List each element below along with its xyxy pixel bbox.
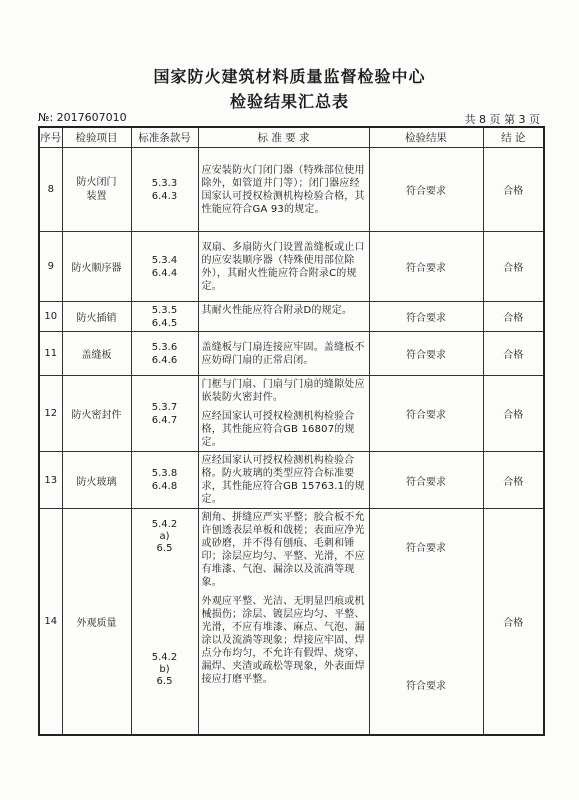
- row-requirement: 双扇、多扇防火门设置盖缝板或止口的应安装顺序器（特殊使用部位除外），其耐火性能应符合附录C的规定。: [198, 232, 369, 302]
- row-item: 防火顺序器: [62, 232, 131, 302]
- sub-clause-a: 5.4.2 a) 6.5: [151, 519, 178, 554]
- row-item: 防火插销: [62, 302, 131, 332]
- row-conclusion: 合格: [483, 376, 544, 452]
- row-result: 符合要求: [369, 148, 483, 232]
- col-header-result: 检验结果: [369, 127, 483, 148]
- row-result: 符合要求: [369, 376, 483, 452]
- sub-result-a: 符合要求: [406, 543, 446, 554]
- row-conclusion: 合格: [483, 332, 544, 376]
- row-seq: 9: [39, 232, 62, 302]
- row-result: 符合要求: [369, 452, 483, 509]
- results-table: [38, 126, 545, 736]
- row-clauses: 5.3.8 6.4.8: [131, 452, 198, 509]
- table-row: [39, 509, 544, 735]
- row-conclusion: 合格: [483, 509, 544, 735]
- org-title: 国家防火建筑材料质量监督检验中心: [153, 67, 426, 86]
- row-requirement: 应经国家认可授权检测机构检验合格。防火玻璃的类型应符合标准要求，其性能应符合GB 15763.1的规定。: [198, 452, 369, 509]
- sub-requirement-b: 外观应平整、光洁、无明显凹痕或机械损伤；涂层、镀层应均匀、平整、光滑，不应有堆漆、麻点、气泡、漏涂以及流淌等现象；焊接应牢固、焊点分布均匀，不允许有假焊、烧穿、漏焊、夹渣或疏松等现象，外表面焊接应打磨平整。: [201, 596, 365, 685]
- row-clauses: 5.3.5 6.4.5: [131, 302, 198, 332]
- table-row: [39, 302, 544, 332]
- row-seq: 14: [39, 509, 62, 735]
- row-item: 防火密封件: [62, 376, 131, 452]
- sub-clause-b: 5.4.2 b) 6.5: [151, 652, 178, 687]
- row-item: 盖缝板: [62, 332, 131, 376]
- row-seq: 11: [39, 332, 62, 376]
- row-conclusion: 合格: [483, 232, 544, 302]
- row-requirement: 盖缝板与门扇连接应牢固。盖缝板不应妨碍门扇的正常启闭。: [198, 332, 369, 376]
- col-header-requirement: 标 准 要 求: [198, 127, 369, 148]
- row-result: 符合要求: [369, 232, 483, 302]
- row-item: 防火闭门装置: [62, 148, 131, 232]
- row-clauses: 5.3.3 6.4.3: [131, 148, 198, 232]
- table-row: [39, 232, 544, 302]
- row-requirement: 其耐火性能应符合附录D的规定。: [198, 302, 369, 332]
- row-result: [369, 509, 483, 735]
- row-item: 防火玻璃: [62, 452, 131, 509]
- row-conclusion: 合格: [483, 148, 544, 232]
- row-seq: 12: [39, 376, 62, 452]
- row-result: 符合要求: [369, 332, 483, 376]
- table-row: [39, 148, 544, 232]
- table-row: [39, 452, 544, 509]
- table-row: [39, 332, 544, 376]
- table-header-row: [39, 127, 544, 148]
- row-seq: 8: [39, 148, 62, 232]
- col-header-conclusion: 结 论: [483, 127, 544, 148]
- col-header-clause: 标准条款号: [131, 127, 198, 148]
- doc-title: 检验结果汇总表: [229, 92, 349, 111]
- row-seq: 13: [39, 452, 62, 509]
- row-clauses: [131, 509, 198, 735]
- col-header-seq: 序号: [39, 127, 62, 148]
- report-number: №: 2017607010: [38, 111, 127, 124]
- row-requirement: 应安装防火门闭门器（特殊部位使用除外，如管道井门等）；闭门器应经国家认可授权检测机构检验合格，其性能应符合GA 93的规定。: [198, 148, 369, 232]
- row-result: 符合要求: [369, 302, 483, 332]
- row-conclusion: 合格: [483, 302, 544, 332]
- table-row: [39, 376, 544, 452]
- row-item: 外观质量: [62, 509, 131, 735]
- sub-requirement-a: 割角、拼缝应严实平整；胶合板不允许刨透表层单板和戗槎；表面应净光或砂磨，并不得有刨痕、毛刺和锤印；涂层应均匀、平整、光滑，不应有堆漆、气泡、漏涂以及流淌等现象。: [201, 512, 365, 588]
- row-clauses: 5.3.4 6.4.4: [131, 232, 198, 302]
- col-header-item: 检验项目: [62, 127, 131, 148]
- sub-result-b: 符合要求: [406, 681, 446, 692]
- row-clauses: 5.3.7 6.4.7: [131, 376, 198, 452]
- row-seq: 10: [39, 302, 62, 332]
- row-requirement: 门框与门扇、门扇与门扇的缝隙处应嵌装防火密封件。 应经国家认可授权检测机构检验合格，其性能应符合GB 16807的规定。: [198, 376, 369, 452]
- row-clauses: 5.3.6 6.4.6: [131, 332, 198, 376]
- row-conclusion: 合格: [483, 452, 544, 509]
- row-requirement: [198, 509, 369, 735]
- page-info: 共 8 页 第 3 页: [464, 113, 540, 126]
